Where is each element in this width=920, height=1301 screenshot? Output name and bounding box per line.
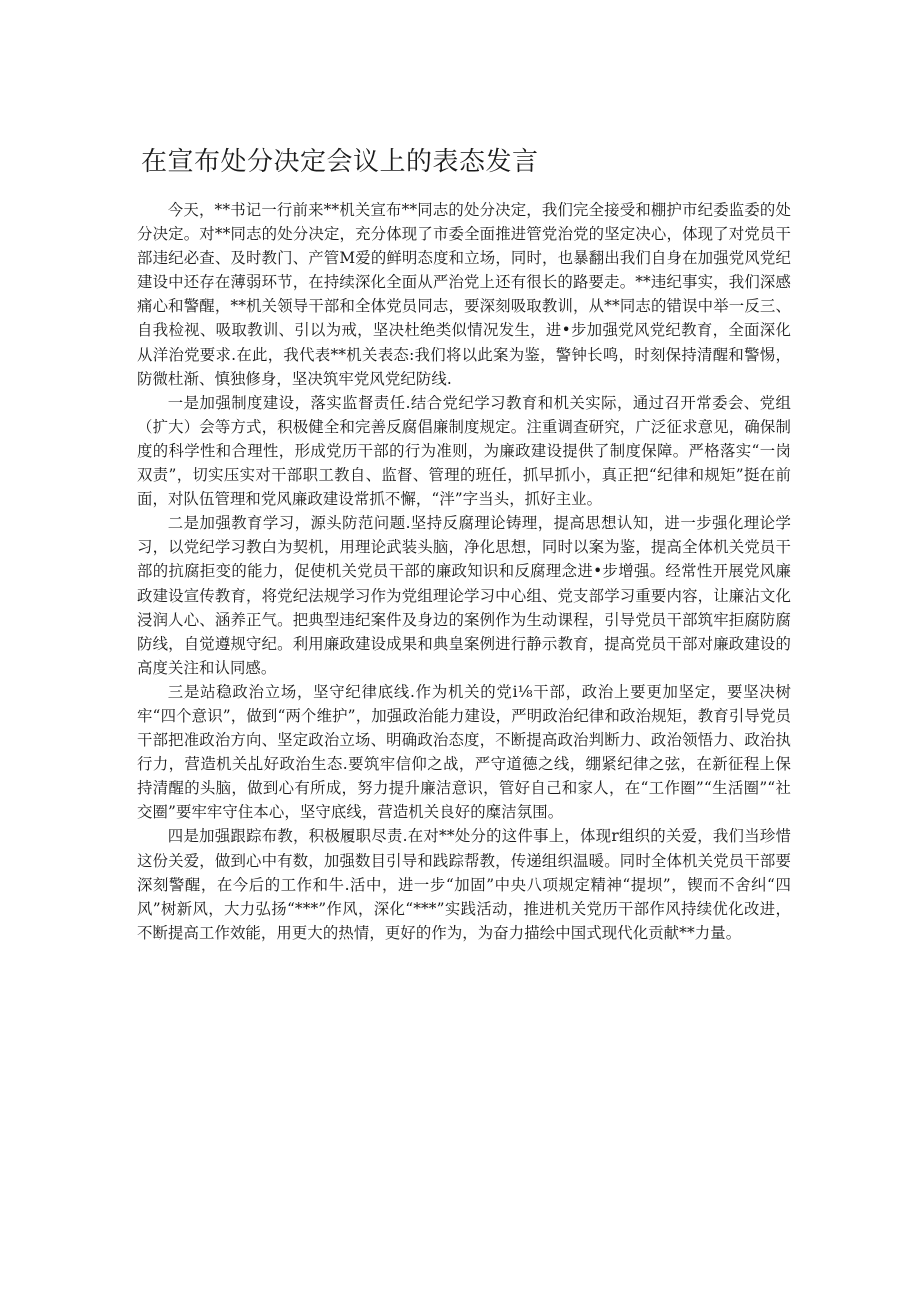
paragraph-point-4: 四是加强跟踪布教，积极履职尽责.在对**处分的这件事上，体现r组织的关爱，我们当珍惜这份关爱，做到心中有数，加强数目引导和践踪帮教，传递组织温暖。同时全体机关党员干部要深刻警醒，在今后的工作和牛.活中，进一步“加固”中央八项规定精神“提坝”，锲而不舍纠“四风”树新风，大力弘扬“***”作风，深化“***”实践活动，推进机关党历干部作风持续优化改进，不断提高工作效能，用更大的热情，更好的作为，为奋力描绘中国式现代化贡献**力量。 [137,827,791,942]
paragraph-point-2: 二是加强教育学习，源头防范问题.坚持反腐理论铸理，提高思想认知，进一步强化理论学习，以党纪学习教白为契机，用理论武装头脑，净化思想，同时以案为鉴，提高全体机关党员干部的抗腐拒变的能力，促使机关党员干部的廉政知识和反腐理念进•步增强。经常性开展党风廉政建设宣传教育，将党纪法规学习作为党组理论学习中心组、党支部学习重要内容，让廉沾文化浸润人心、涵养正气。把典型违纪案件及身边的案例作为生动课程，引导党员干部筑牢拒腐防腐防线，自觉遵规守纪。利用廉政建设成果和典皇案例进行静示教育，提高党员干部对廉政建设的高度关注和认同感。 [137,514,791,677]
paragraph-intro: 今天，**书记一行前来**机关宣布**同志的处分决定，我们完全接受和棚护市纪委监委的处分决定。对**同志的处分决定，充分体现了市委全面推进管党治党的坚定决心，体现了对党员干部违纪必查、及时教门、产管M爱的鲜明态度和立场，同时，也暴翻出我们自身在加强党风党纪建设中还存在薄弱环节，在持续深化全面从严治党上还有很长的路要走。**违纪事实，我们深感痛心和警醒，**机关领导干部和全体党员同志，要深刻吸取教训，从**同志的错误中举一反三、自我检视、吸取教训、引以为戒，坚决杜绝类似情况发生，进•步加强党风党纪教育，全面深化从洋治党要求.在此，我代表**机关表态:我们将以此案为鉴，警钟长鸣，时刻保持清醒和警惕，防微杜渐、慎独修身，坚决筑牢党风党纪防线. [137,201,791,388]
document-title: 在宣布处分决定会议上的表态发言 [141,147,539,177]
paragraph-point-3: 三是站稳政治立场，坚守纪律底线.作为机关的党i⅛干部，政治上要更加坚定，要坚决树牢“四个意识”，做到“两个维护”，加强政治能力建设，严明政治纪律和政治规矩，教育引导党员干部把准政治方向、坚定政治立场、明确政治态度，不断提高政治判断力、政治领悟力、政治执行力，营造机关乩好政治生态.要筑牢信仰之战，严守道德之线，绷紧纪律之弦，在新征程上保持清醒的头脑，做到心有所成，努力提升廉洁意识，管好自己和家人，在“工作圈”“生活圈”“社交圈”要牢牢守住本心，坚守底线，营造机关良好的糜洁氛围。 [137,682,791,822]
paragraph-point-1: 一是加强制度建设，落实监督责任.结合党纪学习教育和机关实际，通过召开常委会、党组（扩大）会等方式，积极健全和完善反腐倡廉制度规定。注重调查研究，广泛征求意见，确保制度的科学性和合理性，形成党历干部的行为准则，为廉政建设提供了制度保障。严格落实“一岗双责”，切实压实对干部职工教自、监督、管理的班任，抓早抓小，真正把“纪律和规矩”挺在前面，对队伍管理和党风廉政建设常抓不懈，“泮”字当头，抓好主业。 [137,393,791,509]
document-page [137,146,791,945]
